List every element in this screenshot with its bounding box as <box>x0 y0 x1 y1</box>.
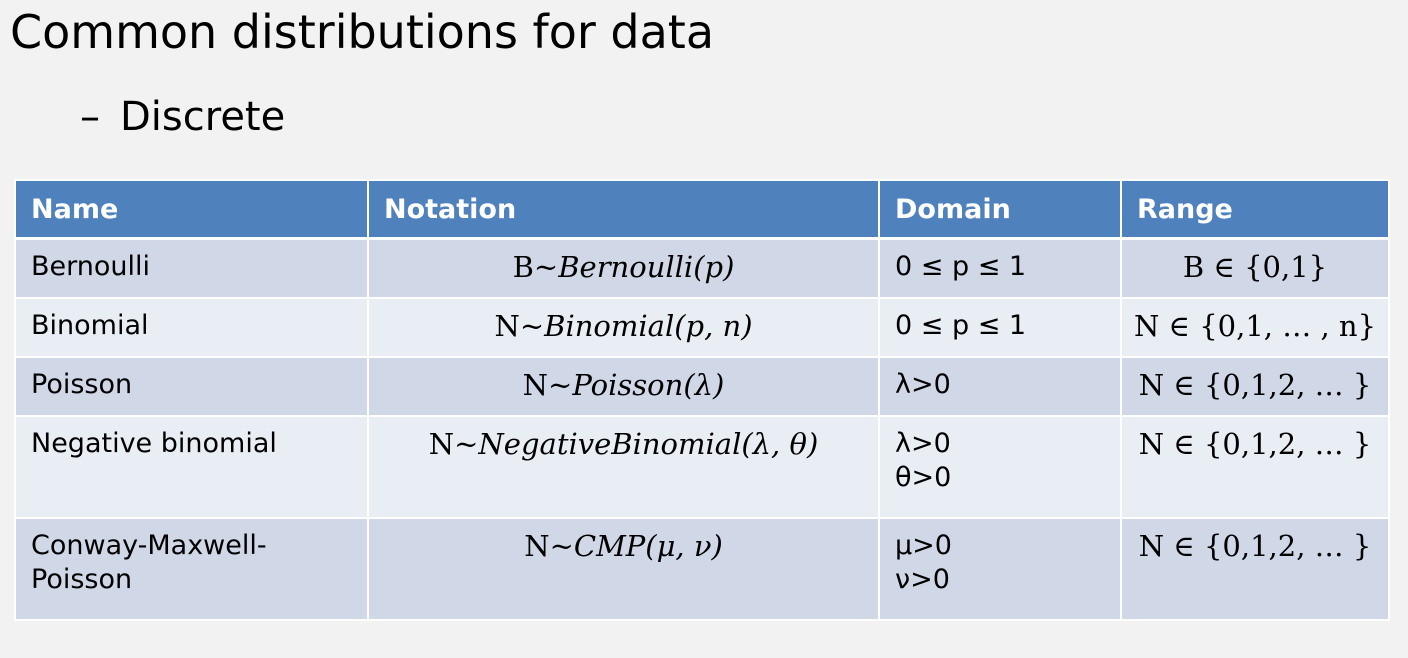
domain-line: μ>0 <box>895 530 952 561</box>
domain-line: λ>0 <box>895 369 951 400</box>
cell-range: N ∈ {0,1,2, … } <box>1121 518 1389 620</box>
sub-bullet-text: Discrete <box>120 94 286 140</box>
table-row-poisson <box>15 357 1389 416</box>
domain-line: 0 ≤ p ≤ 1 <box>895 251 1027 282</box>
cell-notation <box>368 416 879 518</box>
notation-var: B~ <box>512 250 559 284</box>
cell-name: Negative binomial <box>15 416 368 518</box>
domain-line: 0 ≤ p ≤ 1 <box>895 310 1027 341</box>
notation-dist: Binomial(p, n) <box>544 309 753 343</box>
sub-bullet-discrete <box>80 90 285 144</box>
notation-dist: NegativeBinomial(λ, θ) <box>478 427 819 461</box>
slide-title: Common distributions for data <box>10 5 715 59</box>
header-domain: Domain <box>879 180 1121 239</box>
cell-range: N ∈ {0,1,2, … } <box>1121 357 1389 416</box>
notation-var: N~ <box>428 427 479 461</box>
cell-notation <box>368 357 879 416</box>
domain-line: λ>0 <box>895 428 951 459</box>
cell-domain <box>879 416 1121 518</box>
header-range: Range <box>1121 180 1389 239</box>
cell-notation <box>368 518 879 620</box>
bullet-dash: – <box>80 94 100 140</box>
name-line: Poisson <box>31 564 133 595</box>
notation-var: N~ <box>524 529 574 563</box>
notation-dist: CMP(μ, ν) <box>573 529 723 563</box>
table-header-row <box>15 180 1389 239</box>
cell-name: Poisson <box>15 357 368 416</box>
cell-range: N ∈ {0,1, … , n} <box>1121 298 1389 357</box>
domain-line: ν>0 <box>895 564 950 595</box>
header-notation: Notation <box>368 180 879 239</box>
cell-domain <box>879 518 1121 620</box>
cell-range: B ∈ {0,1} <box>1121 239 1389 299</box>
notation-dist: Poisson(λ) <box>572 368 725 402</box>
cell-range: N ∈ {0,1,2, … } <box>1121 416 1389 518</box>
cell-name <box>15 518 368 620</box>
cell-domain <box>879 298 1121 357</box>
table-row-negative-binomial <box>15 416 1389 518</box>
cell-domain <box>879 239 1121 299</box>
distributions-table <box>14 179 1390 621</box>
table-row-binomial <box>15 298 1389 357</box>
cell-notation <box>368 298 879 357</box>
notation-var: N~ <box>494 309 545 343</box>
header-name: Name <box>15 180 368 239</box>
cell-name: Bernoulli <box>15 239 368 299</box>
table-row-bernoulli <box>15 239 1389 299</box>
name-line: Conway-Maxwell- <box>31 530 267 561</box>
cell-domain <box>879 357 1121 416</box>
cell-notation <box>368 239 879 299</box>
table-row-conway-maxwell-poisson <box>15 518 1389 620</box>
notation-var: N~ <box>522 368 573 402</box>
cell-name: Binomial <box>15 298 368 357</box>
domain-line: θ>0 <box>895 462 952 493</box>
notation-dist: Bernoulli(p) <box>558 250 735 284</box>
